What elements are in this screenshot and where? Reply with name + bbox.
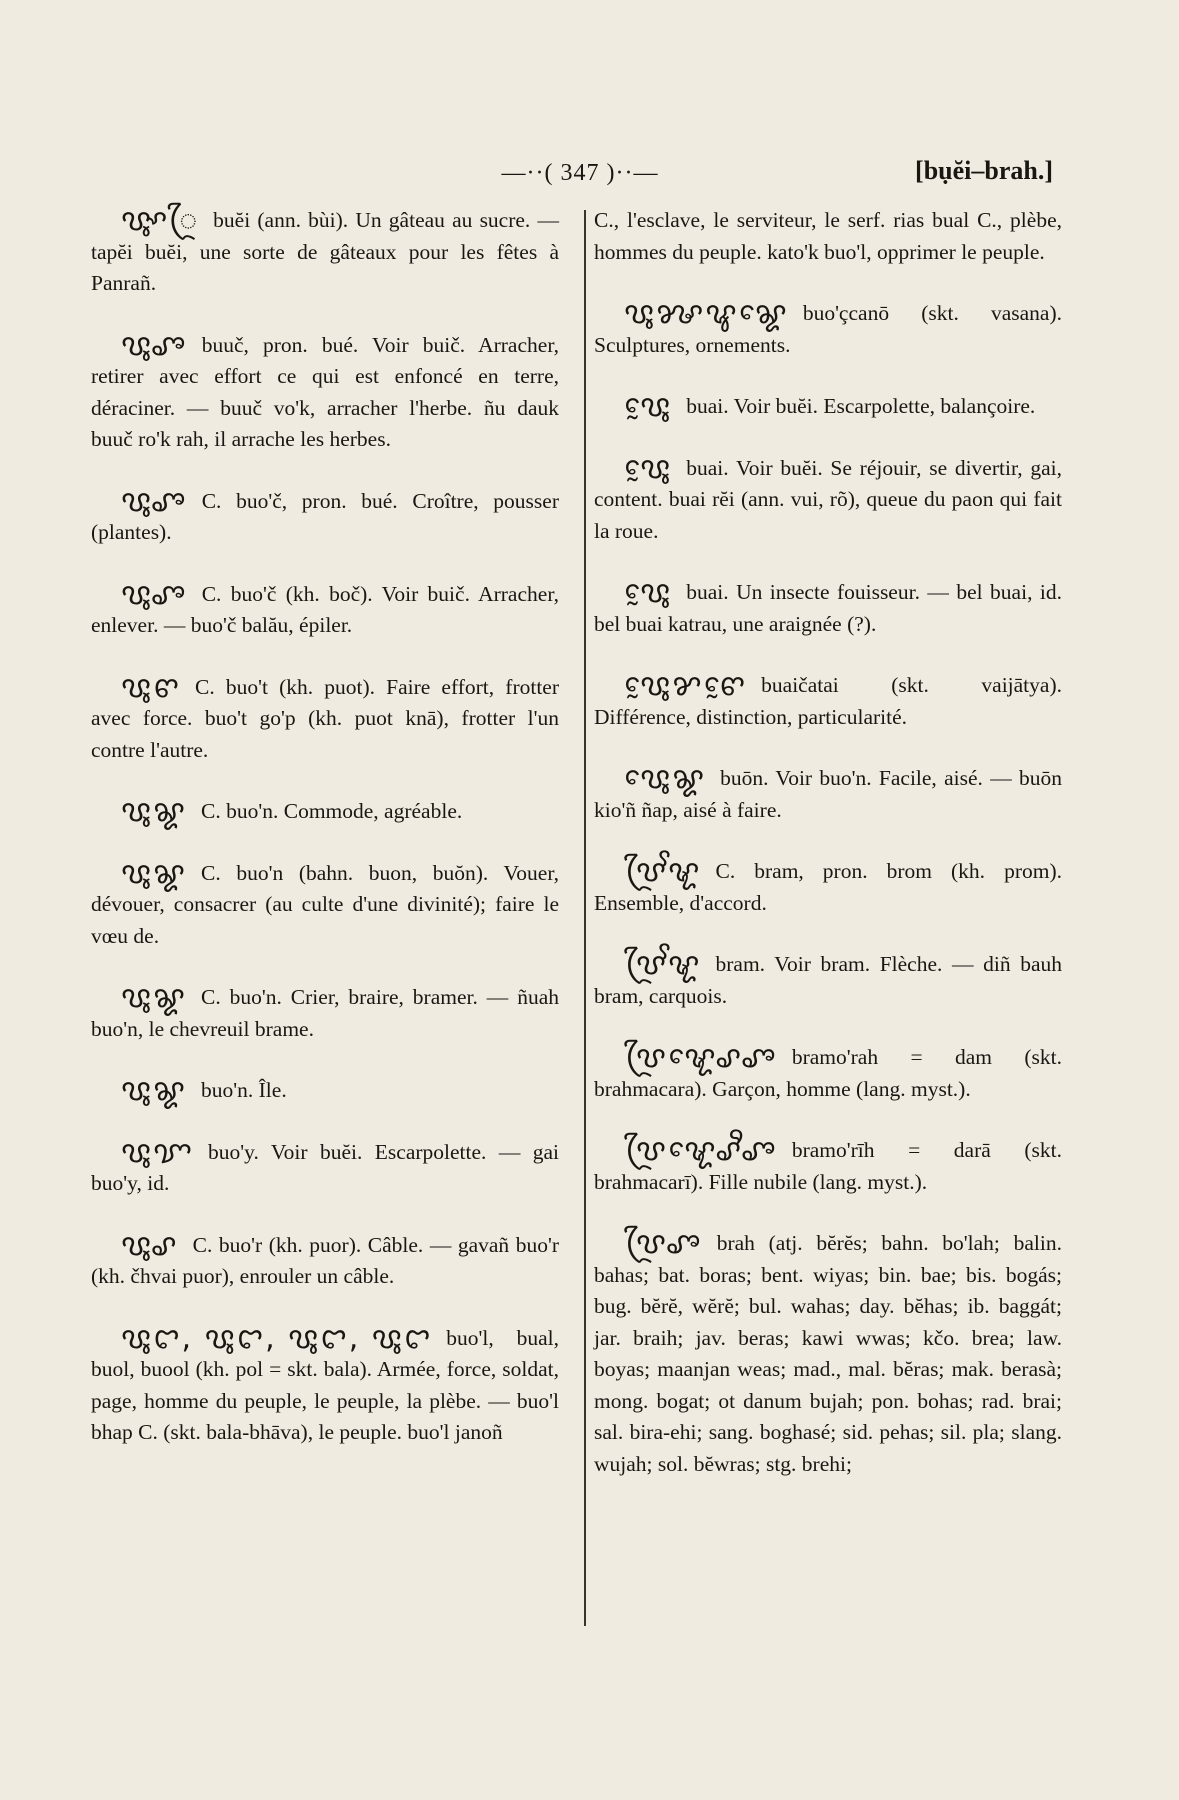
cham-script-headword: ꨝꨶꨢ xyxy=(121,1134,195,1170)
entry-text: C. buo't (kh. puot). Faire effort, frotter avec force. buo't go'p (kh. puot knā), frotter l'un contre l'autre. xyxy=(91,674,559,762)
dictionary-entry xyxy=(91,1320,559,1449)
dictionary-entry xyxy=(91,1134,559,1200)
entry-text: buai. Voir buĕi. Escarpolette, balançoire. xyxy=(686,394,1036,418)
cham-script-headword: ꨝꨶꨤ, ꨝꨶꨤ, ꨝꨶꨤ, ꨝꨶꨤ xyxy=(121,1320,433,1356)
entry-text: buo'l, bual, buol, buool (kh. pol = skt. bala). Armée, force, soldat, page, homme du peuple, le peuple, la plèbe. — buo'l bhap C. (skt. bala-bhāva), le peuple. buo'l janoñ xyxy=(91,1325,559,1444)
cham-script-headword: ꨝꨴꨨ xyxy=(624,1226,703,1261)
dictionary-entry xyxy=(594,1228,1062,1480)
dictionary-entry xyxy=(91,1227,559,1293)
cham-script-headword: ꨝꨶꨣ xyxy=(121,1227,179,1263)
cham-script-headword: ꨝꨴꨩꨠ xyxy=(624,854,702,889)
dictionary-entry xyxy=(594,1042,1062,1105)
entry-text: C. buo'r (kh. puor). Câble. — gavañ buo'r (kh. čhvai puor), enrouler un câble. xyxy=(91,1232,559,1288)
dictionary-entry xyxy=(91,1075,559,1107)
cham-script-headword: ꨝꨶꨰ xyxy=(624,389,673,424)
dictionary-entry xyxy=(91,576,559,642)
entry-text: buaičatai (skt. vaijātya). Différence, distinction, particularité. xyxy=(594,673,1062,729)
cham-script-headword: ꨝꨶꨘ xyxy=(121,794,188,829)
dictionary-entry xyxy=(594,577,1062,640)
column-divider xyxy=(584,210,586,1626)
entry-text: buōn. Voir buo'n. Facile, aisé. — buōn kio'ñ ñap, aisé à faire. xyxy=(594,766,1062,822)
dictionary-entry xyxy=(594,450,1062,548)
cham-script-headword: ꨝꨶꨰ xyxy=(624,575,673,610)
entry-text: buuč, pron. bué. Voir buič. Arracher, retirer avec effort ce qui est enfoncé en terre, déraciner. — buuč vo'k, arracher l'herbe. ñu dauk buuč ro'k rah, il arrache les herbes. xyxy=(91,332,559,451)
cham-script-headword: ꨝꨶꨘ xyxy=(121,1073,188,1108)
left-column xyxy=(91,205,559,1449)
dictionary-entry-continued xyxy=(594,205,1062,268)
dictionary-entry xyxy=(594,763,1062,826)
dictionary-entry xyxy=(594,670,1062,733)
entry-text: buai. Un insecte fouisseur. — bel buai, id. bel buai katrau, une araignée (?). xyxy=(594,580,1062,636)
entry-text: buai. Voir buĕi. Se réjouir, se divertir, gai, content. buai rĕi (ann. vui, rõ), queue du paon qui fait la roue. xyxy=(594,455,1062,543)
dictionary-entry xyxy=(91,796,559,828)
dictionary-entry xyxy=(91,205,559,300)
dictionary-entry xyxy=(594,391,1062,423)
entry-text: buo'y. Voir buĕi. Escarpolette. — gai buo'y, id. xyxy=(91,1139,559,1195)
entry-text: bram. Voir bram. Flèche. — diñ bauh bram, carquois. xyxy=(594,952,1062,1008)
dictionary-entry xyxy=(594,856,1062,919)
cham-script-headword: ꨝꨶꨨ xyxy=(121,483,188,519)
cham-script-headword: ꨝꨶꨳꨴ xyxy=(121,203,200,238)
cham-script-headword: ꨝꨶꨘ xyxy=(121,980,188,1015)
entry-text: bramo'rah = dam (skt. brahmacara). Garçon, homme (lang. myst.). xyxy=(594,1045,1062,1101)
entry-text: C. buo'n. Crier, braire, bramer. — ñuah buo'n, le chevreuil brame. xyxy=(91,985,559,1041)
entry-text: C. buo'n. Commode, agréable. xyxy=(201,799,463,823)
dictionary-entry xyxy=(91,327,559,456)
entry-text: brah (atj. bĕrĕs; bahn. bo'lah; balin. bahas; bat. boras; bent. wiyas; bin. bae; bis. bogás; bug. bĕrĕ, wĕrĕ; bul. wahas; day. bĕhas; ib. baggát; jar. braih; jav. beras; kawi wwas; kčo. brea; law. boyas; maanjan weas; mad., mal. bĕras; mak. berasà; mong. bogat; ot danum bujah; pon. bohas; rad. brai; sal. bira-ehi; sang. boghasé; sid. pehas; sil. pla; slang. wujah; sol. bĕwras; stg. brehi; xyxy=(594,1231,1062,1476)
cham-script-headword: ꨝꨶꨰꨌꨓꨰ xyxy=(624,668,748,703)
cham-script-headword: ꨝꨶꨯꨘ xyxy=(624,761,707,796)
entry-text: buo'n. Île. xyxy=(201,1078,287,1102)
cham-script-headword: ꨝꨶꨘ xyxy=(121,855,188,891)
cham-script-headword: ꨝꨶꨰ xyxy=(624,450,673,486)
entry-text: buĕi (ann. bùi). Un gâteau au sucre. — tapĕi buĕi, une sorte de gâteaux pour les fêtes à Panrañ. xyxy=(91,208,559,295)
dictionary-entry xyxy=(594,298,1062,361)
entry-text: buo'çcanō (skt. vasana). Sculptures, ornements. xyxy=(594,301,1062,357)
cham-script-headword: ꨝꨴꨠꨯꨣꨨ xyxy=(624,1040,778,1075)
dictionary-entry xyxy=(594,949,1062,1012)
entry-text: C. buo'č, pron. bué. Croître, pousser (plantes). xyxy=(91,488,559,544)
cham-script-headword: ꨝꨴꨠꨯꨣꨪꨨ xyxy=(624,1133,778,1168)
entry-text: C. buo'n (bahn. buon, buŏn). Vouer, dévouer, consacrer (au culte d'une divinité); faire le vœu de. xyxy=(91,860,559,948)
page-number: —··( 347 )··— xyxy=(501,160,659,186)
entry-text: bramo'rīh = darā (skt. brahmacarī). Fille nubile (lang. myst.). xyxy=(594,1138,1062,1194)
entry-text: C., l'esclave, le serviteur, le serf. rias bual C., plèbe, hommes du peuple. kato'k buo'l, opprimer le peuple. xyxy=(594,208,1062,264)
dictionary-entry xyxy=(594,1135,1062,1198)
dictionary-entry xyxy=(91,855,559,953)
cham-script-headword: ꨝꨶꨓ xyxy=(121,669,182,705)
dictionary-entry xyxy=(91,669,559,767)
cham-script-headword: ꨝꨴꨩꨠ xyxy=(624,947,702,982)
running-head: [bụĕi–brah.] xyxy=(915,156,1053,185)
entry-text: C. bram, pron. brom (kh. prom). Ensemble, d'accord. xyxy=(594,859,1062,915)
right-column xyxy=(594,205,1062,1480)
cham-script-headword: ꨝꨶꨍꨥꨘꨯ xyxy=(624,296,789,331)
entry-text: C. buo'č (kh. boč). Voir buič. Arracher, enlever. — buo'č balău, épiler. xyxy=(91,581,559,637)
cham-script-headword: ꨝꨶꨨ xyxy=(121,576,188,612)
cham-script-headword: ꨝꨶꨨ xyxy=(121,327,188,363)
dictionary-entry xyxy=(91,982,559,1045)
dictionary-entry xyxy=(91,483,559,549)
